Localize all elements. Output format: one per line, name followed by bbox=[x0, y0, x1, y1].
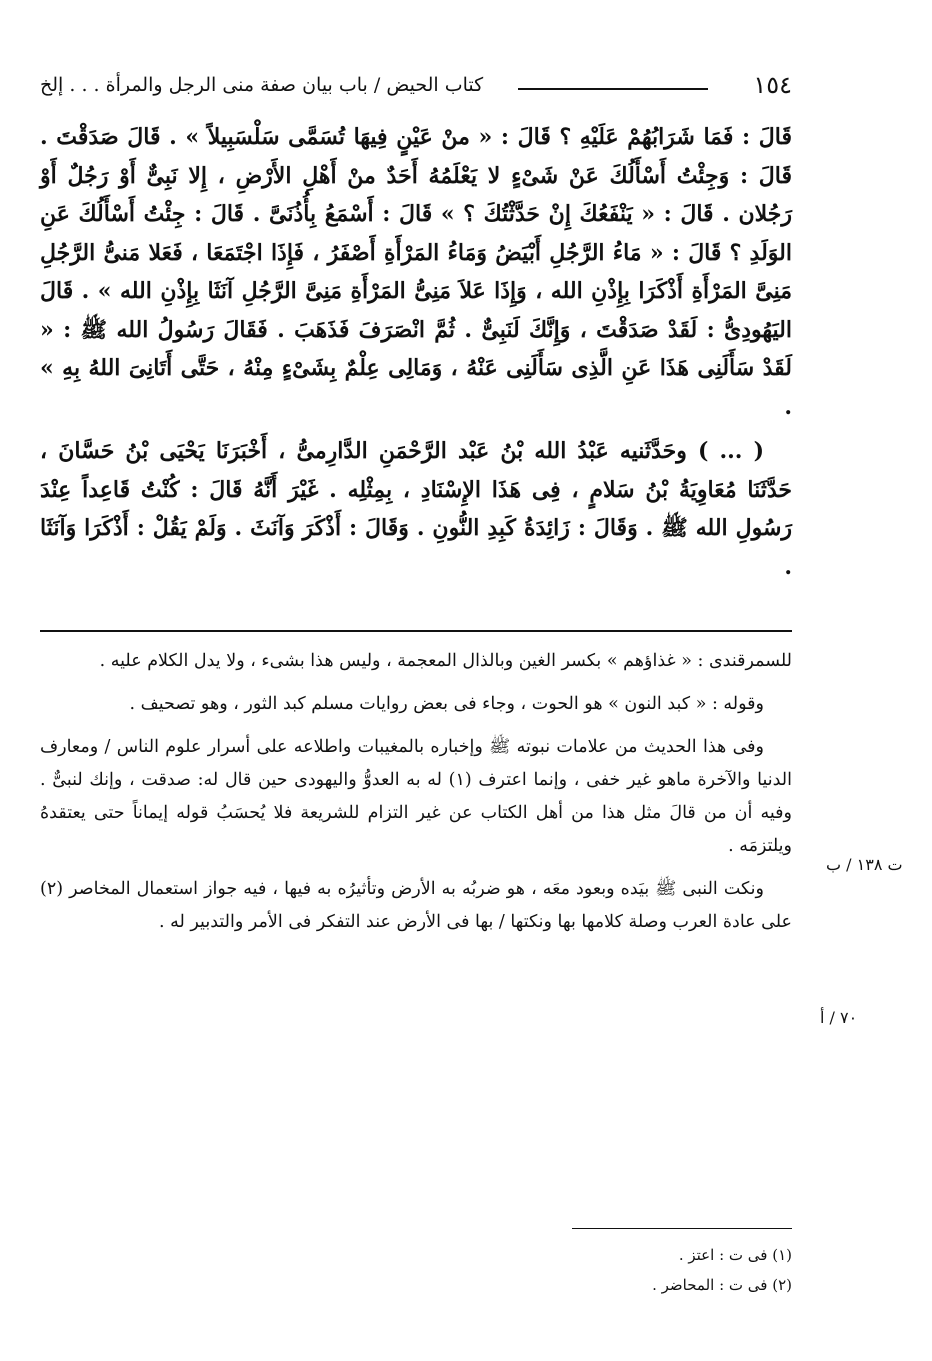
commentary-paragraph: ونكت النبى ﷺ بيَده وبعود معَه ، هو ضربُه به الأرض وتأثيرُه به فيها ، فيه جواز استعمال المخاصر (٢) على عادة العرب وصلة كلامها بها ونكتها / بها فى الأرض عند التفكر فى الأمر والتدبير له . bbox=[40, 879, 792, 932]
footnote-rule bbox=[572, 1228, 792, 1229]
hadith-chain-paragraph: ( ... ) وحَدَّثَنيه عَبْدُ الله بْنُ عَبْد الرَّحْمَنِ الدَّارِمىُّ ، أَخْبَرَنَا يَحْيَى بْنُ حَسَّانَ ، حَدَّثَنَا مُعَاوِيَةُ بْنُ سَلامٍ ، فِى هَذَا الإِسْنَادِ ، بِمِثْلِه . غَيْرَ أَنَّهُ قَالَ : كُنْتُ قَاعِداً عِنْدَ رَسُولِ الله ﷺ . وَقَالَ : زَائِدَةُ كَبِدِ النُّونِ . وَقَالَ : أَذْكَرَ وَآنَثَ . وَلَمْ يَقُلْ : أَذْكَرَا وَآنَثَا . bbox=[40, 438, 792, 580]
header-rule bbox=[518, 88, 708, 90]
page-number: ١٥٤ bbox=[753, 71, 792, 99]
footnote: (١) فى ت : اعتز . bbox=[678, 1246, 792, 1264]
footnotes bbox=[440, 1240, 792, 1300]
commentary-paragraph: للسمرقندى : « غذاؤهم » بكسر الغين وبالذال المعجمة ، وليس هذا بشىء ، ولا يدل الكلام عليه . bbox=[99, 651, 792, 671]
margin-manuscript-ref: ت ١٣٨ / ب bbox=[826, 855, 903, 874]
section-divider bbox=[40, 630, 792, 632]
margin-manuscript-ref: ٧٠ / أ bbox=[820, 1008, 858, 1027]
footnote: (٢) فى ت : المحاضر . bbox=[652, 1276, 792, 1294]
hadith-paragraph: قَالَ : فَمَا شَرَابُهُمْ عَلَيْهِ ؟ قَالَ : « منْ عَيْنٍ فِيهَا تُسَمَّى سَلْسَبِيلاً » . قَالَ صَدَقْتَ . قَالَ : وَجِئْتُ أَسْأَلُكَ عَنْ شَىْءٍ لا يَعْلَمُهُ أَحَدٌ منْ أَهْلِ الأَرْضِ ، إِلا نَبِىٌّ أَوْ رَجُلٌ أَوْ رَجُلان . قَالَ : « يَنْفَعُكَ إِنْ حَدَّثْتُكَ ؟ » قَالَ : أَسْمَعُ بِأُذُنَىَّ . قَالَ : جِئْتُ أَسْأَلُكَ عَنِ الوَلَدِ ؟ قَالَ : « مَاءُ الرَّجُلِ أَبْيَضُ وَمَاءُ المَرْأَةِ أَصْفَرُ ، فَإِذَا اجْتَمَعَا ، فَعَلا مَنىُّ الرَّجُلِ مَنِىَّ المَرْأَةِ أَذْكَرَا بِإِذْنِ الله ، وَإِذَا عَلاَ مَنِىُّ المَرْأَةِ مَنِىَّ الرَّجُلِ آنَثَا بِإِذْنِ الله » . قَالَ اليَهُودِىُّ : لَقَدْ صَدَقْتَ ، وَإِنَّكَ لَنَبِىٌّ . ثُمَّ انْصَرَفَ فَذَهَبَ . فَقَالَ رَسُولُ الله ﷺ : « لَقَدْ سَأَلَنِى هَذَا عَنِ الَّذِى سَأَلَنِى عَنْهُ ، وَمَالِى عِلْمٌ بِشَىْءٍ مِنْهُ ، حَتَّى أَتَانِىَ اللهُ بِهِ » . bbox=[40, 124, 792, 420]
commentary-paragraph: وفى هذا الحديث من علامات نبوته ﷺ وإخباره بالمغيبات واطلاعه على أسرار علوم الناس / ومعارف الدنيا والآخرة ماهو غير خفى ، وإنما اعترف (١) له به العدوُّ واليهودى حين قال له: صدقت ، وإنك لنبىٌّ . وفيه أن من قالَ مثل هذا من أهل الكتاب عن غير التزام للشريعة فلا يُحسَبُ قوله إيماناً حتى يعتقدهُ ويلتزمَه . bbox=[40, 737, 792, 856]
page-header bbox=[40, 68, 792, 108]
hadith-text bbox=[40, 118, 792, 586]
running-head: كتاب الحيض / باب بيان صفة منى الرجل والمرأة . . . إلخ bbox=[40, 74, 484, 96]
commentary-paragraph: وقوله : « كبد النون » هو الحوت ، وجاء فى بعض روايات مسلم كبد الثور ، وهو تصحيف . bbox=[129, 694, 764, 714]
commentary bbox=[40, 645, 792, 949]
